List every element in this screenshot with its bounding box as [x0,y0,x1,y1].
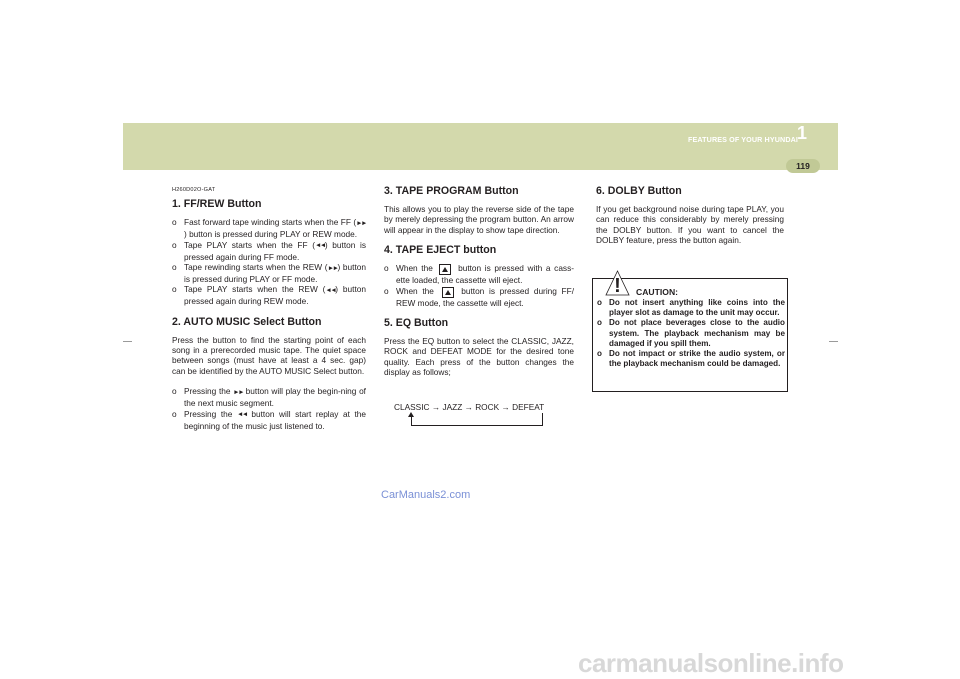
bullet-text: button is pressed with a cass-ette loaded, the cassette will eject. [396,263,574,286]
page-number: 119 [786,159,820,173]
bullet-marker: o [172,284,177,295]
right-column [596,185,784,246]
rewind-icon: ◄◄ [236,411,247,419]
bullet-text: button will start replay at the beginning of the music just listened to. [184,408,366,431]
loop-line [411,425,543,426]
bullet-text: ) button is pressed again during FF mode. [184,239,367,262]
bullet-text: When the [396,263,437,274]
eq-heading: 5. EQ Button [384,317,449,330]
bullet-text: Tape rewinding starts when the REW ( [184,262,328,273]
fast-forward-icon: ►► [327,264,338,272]
program-text: This allows you to play the reverse side of the tape by merely depressing the program button. An arrow will appear in the display to show tape direction. [384,204,574,235]
eq-text: Press the EQ button to select the CLASSIC, JAZZ, ROCK and DEFEAT MODE for the desired tone quality. Each press of the button changes the display as follows; [384,336,574,378]
eq-mode-classic: CLASSIC [394,402,430,412]
dolby-heading: 6. DOLBY Button [596,185,682,197]
eq-mode-jazz: JAZZ [442,402,463,412]
bullet-marker: o [384,285,389,296]
left-column [172,185,366,431]
bullet-text: Pressing the [184,408,237,419]
loop-line [542,413,543,426]
bullet-text: ) button is pressed during PLAY or REW mode. [184,229,358,240]
list-item [597,318,785,349]
bullet-text: Fast forward tape winding starts when the FF ( [184,217,357,228]
eject-icon [442,287,454,298]
bullet-marker: o [597,298,602,307]
rewind-icon: ◄◄ [325,286,336,294]
list-item [384,263,574,285]
crop-mark-left [123,341,132,342]
eq-mode-defeat: DEFEAT [512,402,545,412]
middle-column [384,185,574,378]
arrow-right-icon: → [464,402,473,412]
bullet-marker: o [172,239,177,250]
list-item [172,262,366,284]
bullet-text: Pressing the [184,386,234,397]
automusic-text: Press the button to find the starting point of each song in a prerecorded music tape. The quiet space between songs (must have at least a 4 sec. gap) can be identified by the AUTO MUSIC Select button. [172,334,366,376]
rewind-icon: ◄◄ [314,242,325,250]
arrow-right-icon: → [501,402,510,412]
eq-sequence [394,402,544,412]
list-item [172,386,366,408]
bullet-marker: o [172,408,177,419]
bullet-marker: o [172,386,177,397]
bullet-marker: o [172,262,177,273]
watermark-bottom: carmanualsonline.info [578,648,844,678]
fast-forward-icon: ►► [356,219,366,227]
list-item [172,284,366,306]
bullet-text: button is pressed during FF/ REW mode, the cassette will eject. [396,285,574,308]
dolby-text: If you get background noise during tape PLAY, you can reduce this considerably by merely pressing the DOLBY button. If you want to cancel the DOLBY feature, press the button again. [596,204,784,246]
crop-mark-right [829,341,838,342]
bullet-marker: o [597,349,602,359]
bullet-text: When the [396,285,439,296]
list-item [172,217,366,239]
bullet-text: Tape PLAY starts when the FF ( [184,239,315,250]
list-item [597,298,785,318]
fast-forward-icon: ►► [233,388,244,396]
caution-title: CAUTION: [636,287,679,297]
caution-list [597,298,785,369]
ffrew-heading: 1. FF/REW Button [172,198,262,211]
eq-mode-rock: ROCK [475,402,500,412]
list-item [384,286,574,308]
warning-triangle-icon [605,270,630,296]
eject-icon [439,264,451,275]
bullet-marker: o [384,263,389,274]
section-code: H260D02O-GAT [172,187,216,193]
list-item [172,409,366,431]
list-item [597,349,785,369]
bullet-marker: o [172,217,177,228]
caution-text: Do not insert anything like coins into the player slot as damage to the unit may occur. [609,298,785,318]
bullet-marker: o [597,318,602,328]
eject-heading: 4. TAPE EJECT button [384,244,497,257]
bullet-text: ) button is pressed during PLAY or FF mode. [184,262,366,284]
warning-mark: ! [614,275,621,296]
caution-text: Do not place beverages close to the audio system. The playback mechanism may be damaged if you spill them. [609,318,785,348]
bullet-text: button will play the begin-ning of the next music segment. [184,386,366,409]
header-band [123,123,838,170]
automusic-heading: 2. AUTO MUSIC Select Button [172,315,322,328]
arrow-right-icon: → [431,402,441,412]
caution-box [592,275,788,392]
program-heading: 3. TAPE PROGRAM Button [384,185,519,197]
list-item [172,240,366,262]
chapter-number: 1 [797,123,808,143]
caution-text: Do not impact or strike the audio system, or the playback mechanism could be damaged. [609,349,785,369]
bullet-text: ) button pressed again during REW mode. [184,284,366,307]
watermark-top: CarManuals2.com [381,489,471,501]
bullet-text: Tape PLAY starts when the REW ( [184,284,326,295]
chapter-title: FEATURES OF YOUR HYUNDAI [688,135,798,144]
